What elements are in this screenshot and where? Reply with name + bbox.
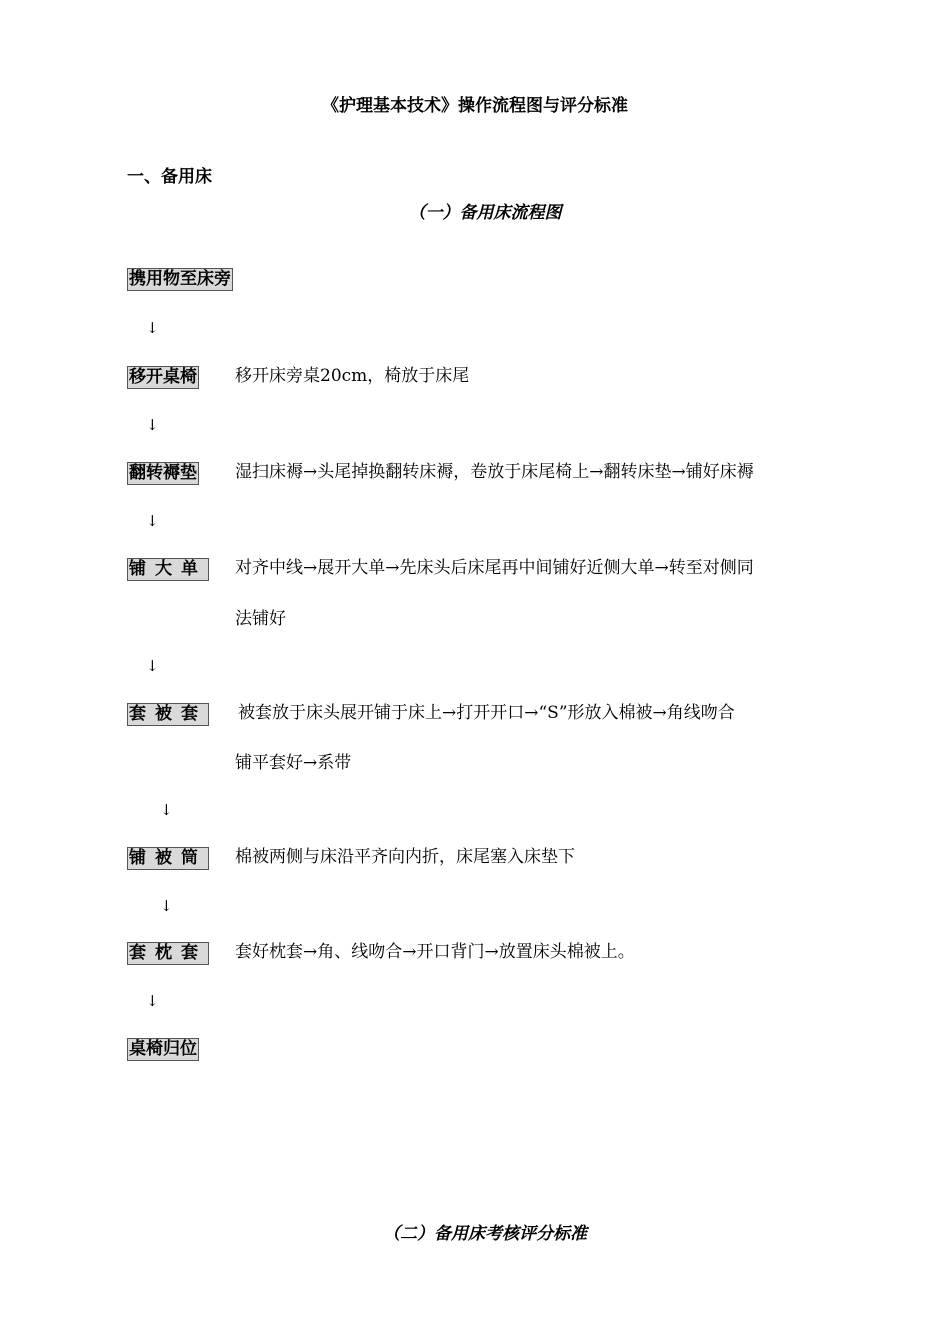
flow-step-quilt-tube: 铺被筒 — [129, 848, 207, 868]
down-arrow-icon: ↓ — [146, 416, 159, 434]
flow-step-carry-items: 携用物至床旁 — [129, 269, 231, 289]
flow-step-desc: 对齐中线→展开大单→先床头后床尾再中间铺好近侧大单→转至对侧同 — [235, 558, 754, 578]
down-arrow-icon: ↓ — [160, 897, 173, 915]
flow-step-move-table-chair: 移开桌椅 — [129, 367, 197, 387]
flow-step-spread-sheet: 铺大单 — [129, 559, 207, 579]
down-arrow-icon: ↓ — [160, 801, 173, 819]
flow-step-desc-continued: 铺平套好→系带 — [235, 753, 352, 773]
down-arrow-icon: ↓ — [146, 512, 159, 530]
flow-step-flip-mattress: 翻转褥垫 — [129, 463, 197, 483]
flow-step-return-furniture: 桌椅归位 — [129, 1039, 197, 1059]
down-arrow-icon: ↓ — [146, 319, 159, 337]
flowchart-title: （一）备用床流程图 — [408, 203, 562, 223]
down-arrow-icon: ↓ — [146, 992, 159, 1010]
flow-step-desc: 套好枕套→角、线吻合→开口背门→放置床头棉被上。 — [235, 942, 635, 962]
flow-step-desc: 棉被两侧与床沿平齐向内折，床尾塞入床垫下 — [235, 847, 575, 867]
flow-step-desc: 移开床旁桌20cm，椅放于床尾 — [235, 366, 470, 386]
document-title: 《护理基本技术》操作流程图与评分标准 — [322, 96, 628, 116]
flow-step-desc: 湿扫床褥→头尾掉换翻转床褥，卷放于床尾椅上→翻转床垫→铺好床褥 — [235, 462, 754, 482]
flow-step-quilt-cover: 套被套 — [129, 704, 207, 724]
section-heading: 一、备用床 — [127, 167, 212, 187]
scoring-standard-title: （二）备用床考核评分标准 — [383, 1224, 587, 1244]
down-arrow-icon: ↓ — [146, 657, 159, 675]
flow-step-desc: 被套放于床头展开铺于床上→打开开口→“S”形放入棉被→角线吻合 — [238, 703, 735, 723]
flow-step-pillowcase: 套枕套 — [129, 943, 207, 963]
flow-step-desc-continued: 法铺好 — [235, 609, 286, 629]
